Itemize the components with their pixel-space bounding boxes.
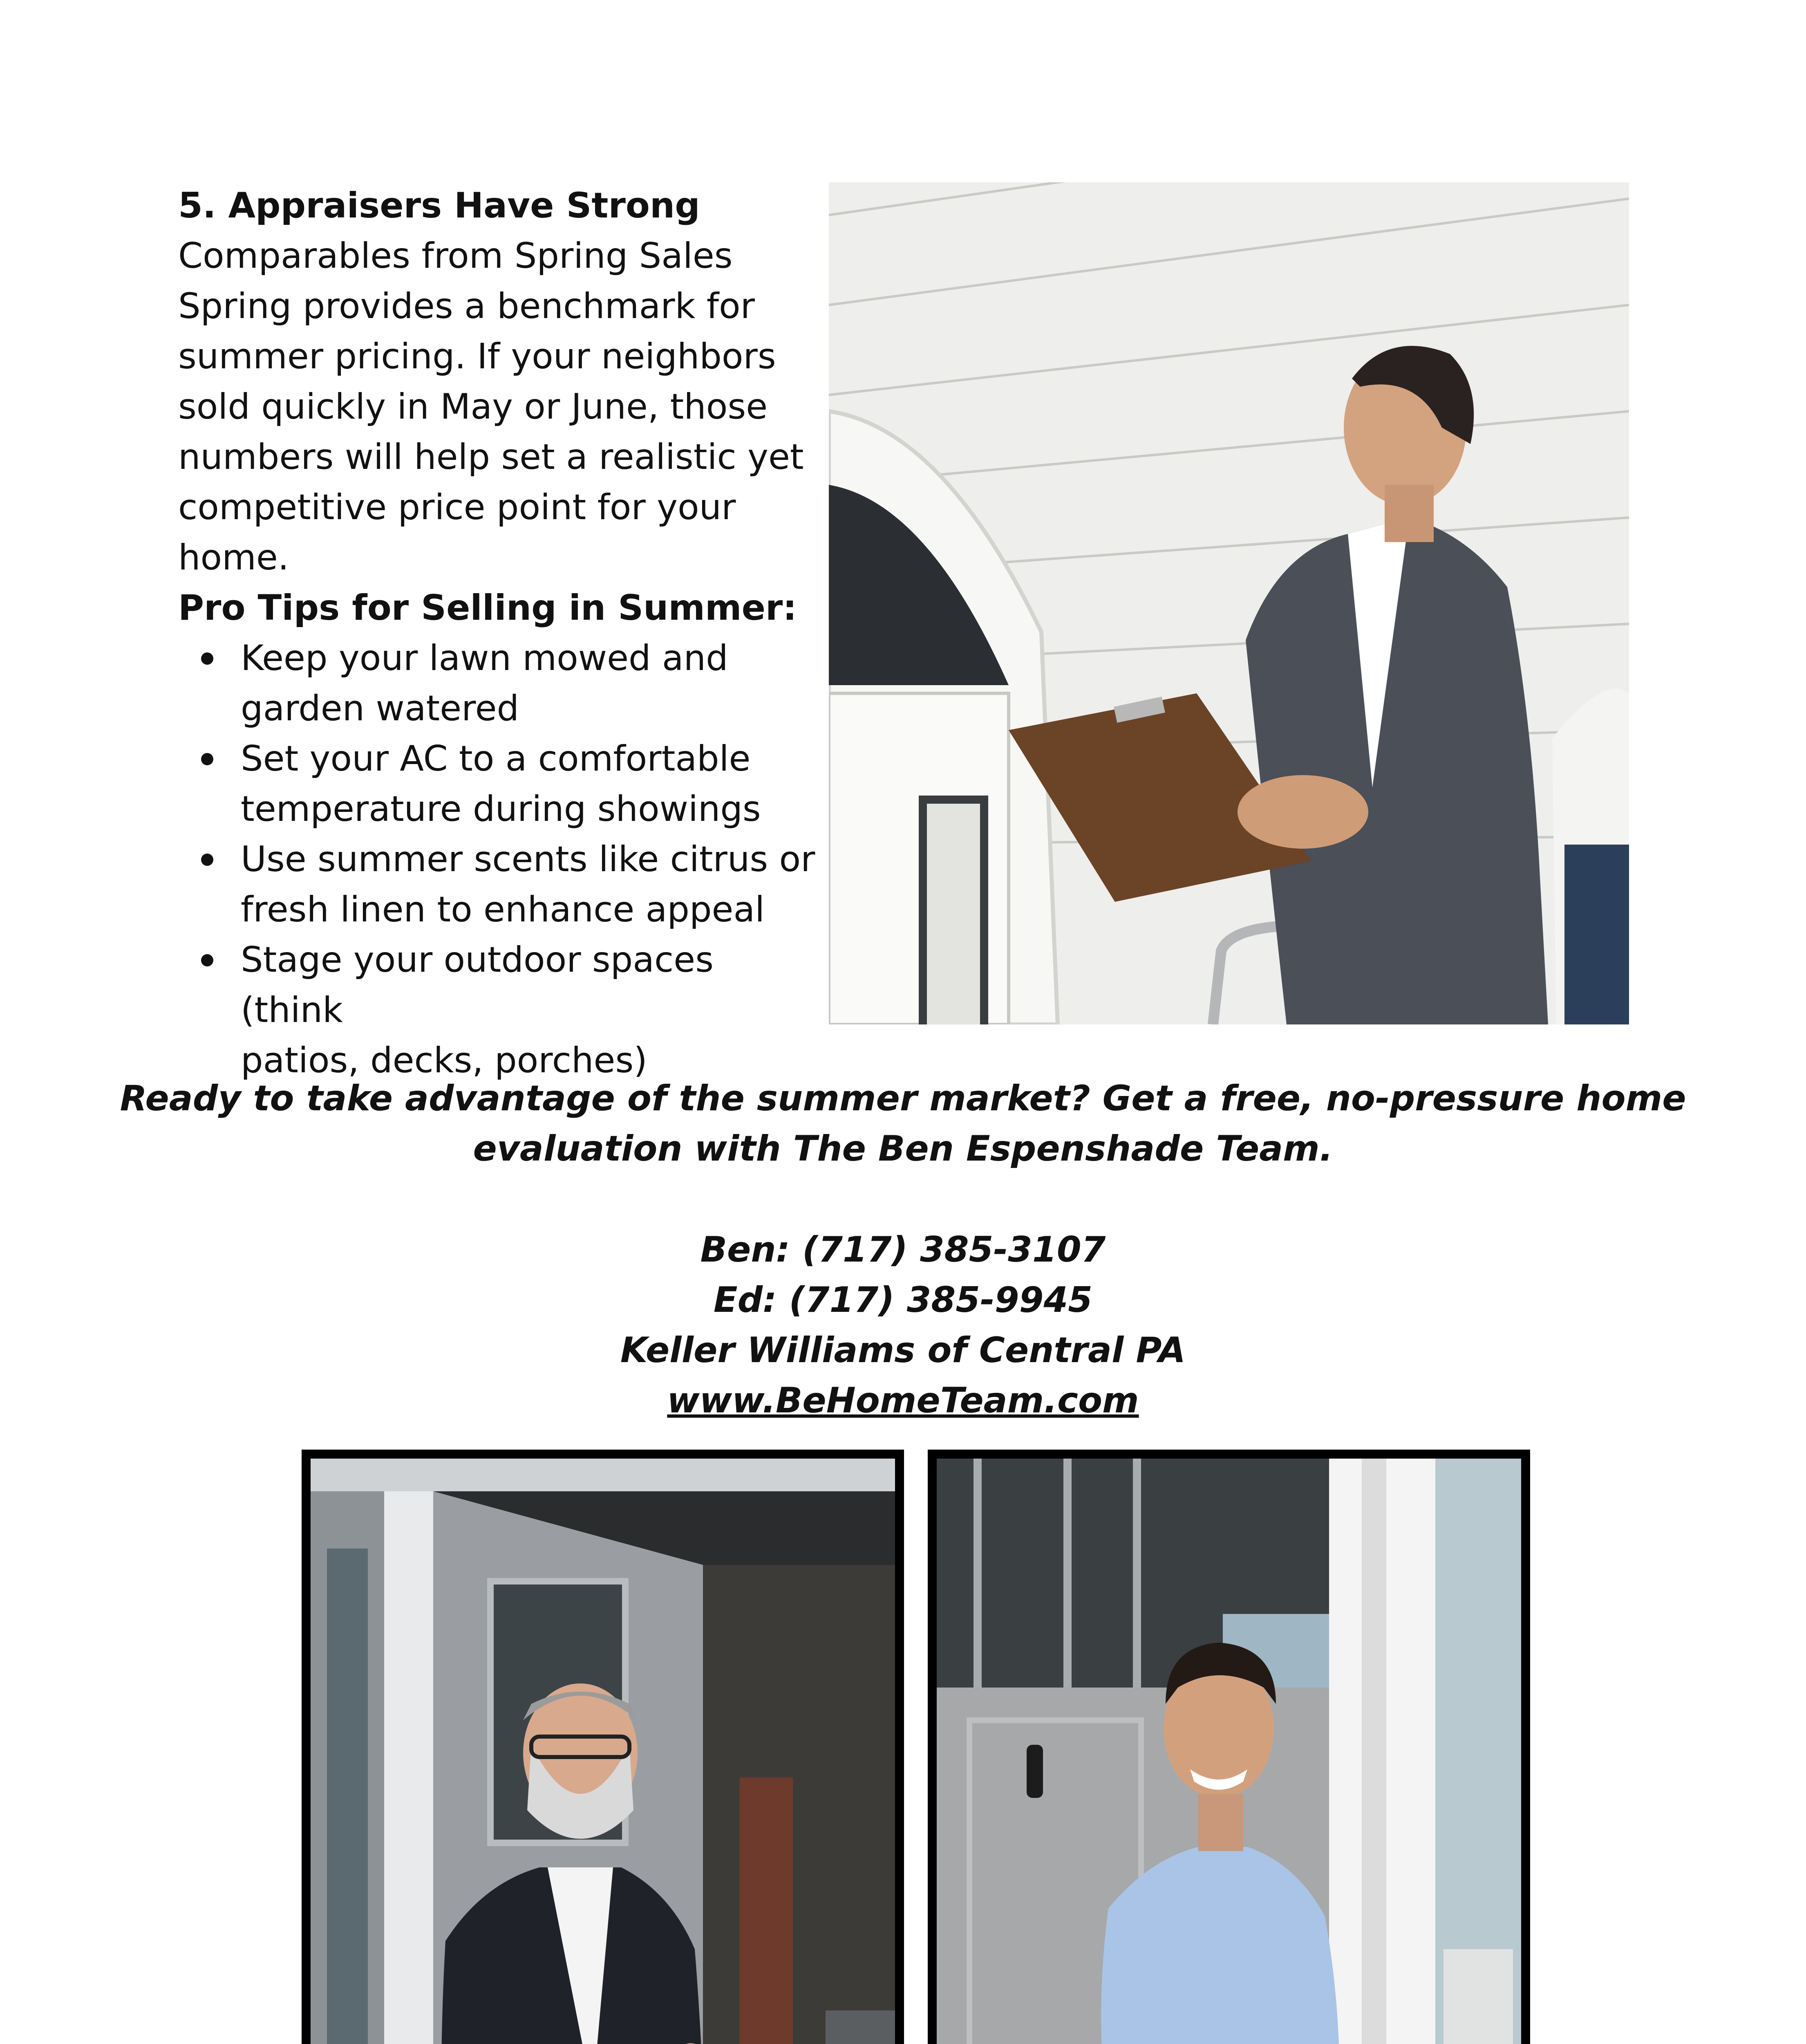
- agent-photo-ben: [928, 1450, 1530, 2044]
- tips-list: [178, 633, 816, 1086]
- contact-block: [0, 1225, 1806, 1426]
- tip-text: Keep your lawn mowed and: [241, 638, 728, 679]
- tip-text: garden watered: [241, 688, 519, 729]
- brokerage-name: Keller Williams of Central PA: [620, 1330, 1186, 1371]
- tip-text: fresh linen to enhance appeal: [241, 889, 765, 930]
- agent-ed-illustration: [311, 1459, 895, 2044]
- ed-phone[interactable]: Ed: (717) 385-9945: [713, 1280, 1093, 1320]
- tip-text: patios, decks, porches): [241, 1040, 647, 1081]
- body-line: home.: [178, 537, 289, 578]
- tip-item: [241, 834, 816, 935]
- appraiser-illustration: [829, 182, 1629, 1024]
- website-link[interactable]: www.BeHomeTeam.com: [667, 1380, 1139, 1421]
- tip-text: temperature during showings: [241, 789, 761, 829]
- body-line: sold quickly in May or June, those: [178, 386, 768, 427]
- appraiser-photo: [829, 182, 1629, 1024]
- section-subheading: Comparables from Spring Sales: [178, 235, 733, 276]
- tip-item: [241, 734, 816, 834]
- body-line: Spring provides a benchmark for: [178, 286, 755, 327]
- agent-photo-ed: [302, 1450, 904, 2044]
- body-line: summer pricing. If your neighbors: [178, 336, 776, 377]
- article-text-column: [178, 181, 816, 1086]
- tip-item: [241, 633, 816, 734]
- tip-text: Set your AC to a comfortable: [241, 738, 751, 779]
- agent-ben-illustration: [937, 1459, 1521, 2044]
- cta-line: Ready to take advantage of the summer market? Get a free, no-pressure home: [120, 1078, 1686, 1119]
- tip-item: [241, 935, 816, 1086]
- call-to-action: [0, 1074, 1806, 1174]
- tips-heading: Pro Tips for Selling in Summer:: [178, 587, 797, 628]
- section-heading: 5. Appraisers Have Strong: [178, 185, 700, 226]
- body-line: competitive price point for your: [178, 487, 736, 528]
- body-line: numbers will help set a realistic yet: [178, 437, 804, 477]
- ben-phone[interactable]: Ben: (717) 385-3107: [700, 1229, 1106, 1270]
- tip-text: Use summer scents like citrus or: [241, 839, 815, 880]
- cta-line: evaluation with The Ben Espenshade Team.: [473, 1128, 1333, 1169]
- tip-text: Stage your outdoor spaces (think: [241, 939, 714, 1031]
